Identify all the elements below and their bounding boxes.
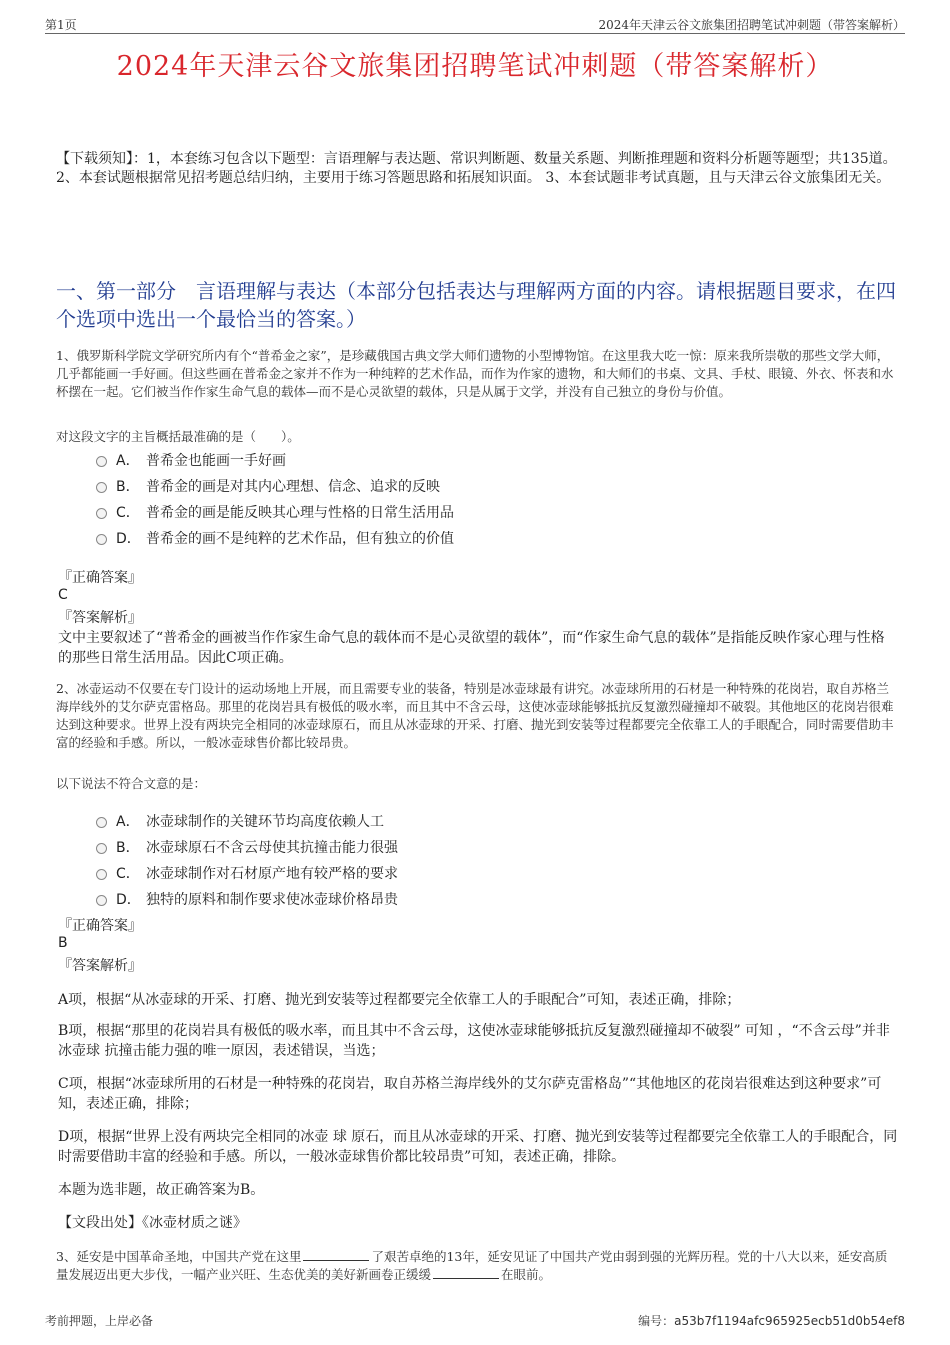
q2-stem: 2、冰壶运动不仅要在专门设计的运动场地上开展，而且需要专业的装备，特别是冰壶球最有讲究。冰壶球所用的石材是一种特殊的花岗岩，取自苏格兰海岸线外的艾尔萨克雷格岛。那里的花岗岩具有极低的吸水率，而且其中不含云母，这使冰壶球能够抵抗反复激烈碰撞却不破裂。其他地区的花岗岩很难达到这种要求。世界上没有两块完全相同的冰壶球原石，而且从冰壶球的开采、打磨、抛光到安装等过程都要完全依靠工人的手眼配合，同时需要借助丰富的经验和手感。所以，一般冰壶球售价都比较昂贵。	[56, 681, 894, 750]
fill-blank-2[interactable]	[433, 1266, 499, 1279]
q2-answer: B	[58, 935, 68, 951]
q2-conclusion: 本题为选非题，故正确答案为B。	[58, 1182, 265, 1198]
q2-option-d[interactable]: D． 独特的原料和制作要求使冰壶球价格昂贵	[96, 889, 398, 909]
header-doc-title: 2024年天津云谷文旅集团招聘笔试冲刺题（带答案解析）	[598, 18, 905, 32]
q1-option-c[interactable]: C． 普希金的画是能反映其心理与性格的日常生活用品	[96, 502, 454, 522]
page-title: 2024年天津云谷文旅集团招聘笔试冲刺题（带答案解析）	[116, 51, 834, 82]
q2-option-b[interactable]: B． 冰壶球原石不含云母使其抗撞击能力很强	[96, 837, 398, 857]
radio-icon[interactable]	[96, 895, 107, 906]
q1-analysis-label: 『答案解析』	[58, 610, 142, 626]
q2-answer-label: 『正确答案』	[58, 918, 142, 934]
q2-analysis-d: D项，根据“世界上没有两块完全相同的冰壶 球 原石，而且从冰壶球的开采、打磨、抛光到安装等过程都要完全依靠工人的手眼配合，同时需要借助丰富的经验和手感。所以，一般冰壶球售价都比较昂贵”可知，表述正确，排除。	[58, 1129, 898, 1165]
q2-analysis-a: A项，根据“从冰壶球的开采、打磨、抛光到安装等过程都要完全依靠工人的手眼配合”可知，表述正确，排除；	[58, 992, 741, 1008]
q1-stem: 1、俄罗斯科学院文学研究所内有个“普希金之家”，是珍藏俄国古典文学大师们遗物的小型博物馆。在这里我大吃一惊：原来我所崇敬的那些文学大师，几乎都能画一手好画。但这些画在普希金之家并不作为一种纯粹的艺术作品，而作为作家的遗物，和大师们的书桌、文具、手杖、眼镜、外衣、怀表和水杯摆在一起。它们被当作作家生命气息的载体—而不是心灵欲望的载体，只是从属于文学，并没有自己独立的身份与价值。	[56, 348, 894, 399]
q2-option-c[interactable]: C． 冰壶球制作对石材原产地有较严格的要求	[96, 863, 398, 883]
footer-slogan: 考前押题，上岸必备	[45, 1314, 154, 1328]
q1-option-b[interactable]: B． 普希金的画是对其内心理想、信念、追求的反映	[96, 476, 440, 496]
q2-source: 【文段出处】《冰壶材质之谜》	[58, 1215, 247, 1231]
header-divider	[45, 33, 905, 34]
q2-analysis-label: 『答案解析』	[58, 958, 142, 974]
q1-option-a[interactable]: A． 普希金也能画一手好画	[96, 450, 286, 470]
q2-question: 以下说法不符合文意的是：	[56, 776, 207, 791]
q2-analysis-c: C项，根据“冰壶球所用的石材是一种特殊的花岗岩，取自苏格兰海岸线外的艾尔萨克雷格岛”“其他地区的花岗岩很难达到这种要求”可知，表述正确，排除；	[58, 1076, 882, 1112]
download-notice: 【下载须知】：1，本套练习包含以下题型：言语理解与表达题、常识判断题、数量关系题、判断推理题和资料分析题等题型；共135道。 2、本套试题根据常见招考题总结归纳，主要用于练习答题思路和拓展知识面。 3、本套试题非考试真题，且与天津云谷文旅集团无关。	[56, 151, 897, 186]
q3-stem: 3、延安是中国革命圣地，中国共产党在这里 了艰苦卓绝的13年，延安见证了中国共产党由弱到强的光辉历程。党的十八大以来，延安高质量发展迈出更大步伐，一幅产业兴旺、生态优美的美好新画卷正缓缓 在眼前。	[56, 1249, 888, 1282]
q2-option-a[interactable]: A． 冰壶球制作的关键环节均高度依赖人工	[96, 811, 384, 831]
radio-icon[interactable]	[96, 817, 107, 828]
q1-option-d[interactable]: D． 普希金的画不是纯粹的艺术作品，但有独立的价值	[96, 528, 454, 548]
radio-icon[interactable]	[96, 508, 107, 519]
q1-question: 对这段文字的主旨概括最准确的是（ ）。	[56, 429, 300, 444]
radio-icon[interactable]	[96, 534, 107, 545]
radio-icon[interactable]	[96, 456, 107, 467]
footer-doc-id: 编号：a53b7f1194afc965925ecb51d0b54ef8	[638, 1314, 905, 1328]
q2-analysis-b: B项，根据“那里的花岗岩具有极低的吸水率，而且其中不含云母，这使冰壶球能够抵抗反复激烈碰撞却不破裂” 可知 ，“不含云母”并非 冰壶球 抗撞击能力强的唯一原因，表述错误，当选；	[58, 1023, 890, 1059]
fill-blank-1[interactable]	[303, 1248, 369, 1261]
page-number: 第1页	[45, 18, 77, 32]
q1-answer: C	[58, 587, 68, 603]
q1-analysis: 文中主要叙述了“普希金的画被当作作家生命气息的载体而不是心灵欲望的载体”，而“作家生命气息的载体”是指能反映作家心理与性格的那些日常生活用品。因此C项正确。	[58, 630, 885, 666]
radio-icon[interactable]	[96, 482, 107, 493]
radio-icon[interactable]	[96, 843, 107, 854]
q1-answer-label: 『正确答案』	[58, 570, 142, 586]
radio-icon[interactable]	[96, 869, 107, 880]
section-heading: 一、第一部分 言语理解与表达（本部分包括表达与理解两方面的内容。请根据题目要求，在四个选项中选出一个最恰当的答案。）	[56, 279, 896, 331]
